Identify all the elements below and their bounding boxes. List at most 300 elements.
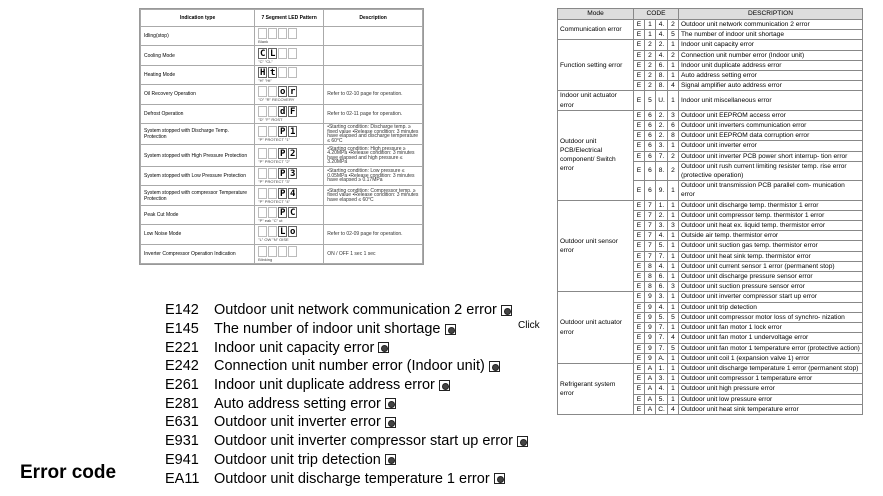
code-char: E (634, 200, 645, 210)
indication-row (141, 145, 423, 166)
code-char: E (634, 30, 645, 40)
code-char: 6 (645, 181, 656, 200)
camera-icon[interactable] (385, 398, 396, 409)
code-table-row (558, 20, 863, 30)
header-description: DESCRIPTION (679, 9, 863, 20)
camera-icon[interactable] (385, 417, 396, 428)
indication-type: Low Noise Mode (141, 225, 255, 244)
code-char: 4. (656, 261, 668, 271)
code-char: 7. (656, 151, 668, 161)
code-description: Outdoor unit fan motor 1 undervoltage error (679, 333, 863, 343)
code-char: 1 (645, 30, 656, 40)
indication-type: Defrost Operation (141, 104, 255, 123)
code-char: 4 (668, 81, 679, 91)
code-char: 4. (656, 30, 668, 40)
led-pattern (255, 27, 324, 46)
code-char: E (634, 131, 645, 141)
code-description: Outdoor unit low pressure error (679, 394, 863, 404)
led-digit: H (259, 68, 266, 79)
code-char: 1 (668, 261, 679, 271)
header-led-pattern: 7 Segment LED Pattern (255, 10, 324, 27)
code-char: 2 (668, 161, 679, 180)
code-char: 6 (668, 121, 679, 131)
code-char: 2 (668, 151, 679, 161)
code-char: E (634, 210, 645, 220)
led-pattern (255, 186, 324, 205)
led-pattern (255, 225, 324, 244)
indication-row (141, 27, 423, 46)
code-char: 2 (645, 50, 656, 60)
indication-header (141, 10, 423, 27)
code-char: 8 (645, 272, 656, 282)
code-description: Outdoor unit rush current limiting resister temp. rise error (protective operation) (679, 161, 863, 180)
code-char: 7. (656, 333, 668, 343)
led-pattern (255, 104, 324, 123)
code-char: 1 (668, 374, 679, 384)
camera-icon[interactable] (378, 342, 389, 353)
mode-cell: Outdoor unit PCB/Electrical component/ Switch error (558, 110, 634, 200)
code-char: E (634, 40, 645, 50)
led-digit (258, 246, 267, 257)
code-char: 5 (668, 312, 679, 322)
led-digit (258, 207, 267, 218)
code-char: E (634, 221, 645, 231)
led-pattern-label: "P" eak "C" ut (258, 217, 283, 223)
code-char: U. (656, 91, 668, 110)
code-description: Outdoor unit suction pressure sensor error (679, 282, 863, 292)
code-description: Outdoor unit discharge pressure sensor error (679, 272, 863, 282)
code-table-row (558, 40, 863, 50)
led-digit: P (279, 127, 286, 138)
code-description: Outdoor unit suction gas temp. thermistor error (679, 241, 863, 251)
code-char: 2 (645, 40, 656, 50)
code-char: E (634, 363, 645, 373)
code-char: 8 (668, 131, 679, 141)
code-char: 5. (656, 241, 668, 251)
code-description: Outdoor unit discharge temp. thermistor 1 error (679, 200, 863, 210)
code-char: 3. (656, 292, 668, 302)
led-digit: o (279, 87, 286, 98)
code-char: E (634, 141, 645, 151)
led-pattern-label: "P" PROTECT "1" (258, 137, 290, 143)
led-pattern (255, 145, 324, 166)
indication-description (324, 205, 423, 224)
led-pattern-label: "D" "F" ROST (258, 116, 283, 122)
code-char: 6 (645, 121, 656, 131)
code-char: 9 (645, 323, 656, 333)
code-char: 1. (656, 363, 668, 373)
indication-row (141, 186, 423, 205)
code-table-header (558, 9, 863, 20)
led-pattern (255, 46, 324, 65)
code-char: 2 (668, 50, 679, 60)
error-text: Outdoor unit network communication 2 error (214, 302, 497, 319)
code-description: Signal amplifier auto address error (679, 81, 863, 91)
indication-description: •Starting condition: High pressure ≥ 4.20MPa •Release condition: 3 minutes have elapsed and high pressure ≤ 3.20MPa (324, 145, 423, 166)
indication-row (141, 65, 423, 84)
led-digit (268, 207, 277, 218)
indication-description (324, 27, 423, 46)
code-char: 8. (656, 81, 668, 91)
code-char: 2 (645, 81, 656, 91)
code-char: 1 (668, 394, 679, 404)
error-code: EA11 (165, 470, 200, 487)
led-digit (268, 126, 277, 137)
code-char: A (645, 404, 656, 414)
indication-description: Refer to 02-11 page for operation. (324, 104, 423, 123)
code-char: A (645, 394, 656, 404)
camera-icon[interactable] (489, 361, 500, 372)
code-char: 6 (645, 161, 656, 180)
code-char: 8 (645, 261, 656, 271)
camera-icon[interactable] (445, 324, 456, 335)
mode-cell: Outdoor unit actuator error (558, 292, 634, 363)
led-digit: P (279, 207, 286, 218)
code-char: 9 (645, 302, 656, 312)
code-char: 5 (668, 343, 679, 353)
led-digit (258, 126, 267, 137)
led-pattern (255, 205, 324, 224)
error-code: E941 (165, 451, 199, 468)
code-char: E (634, 20, 645, 30)
camera-icon[interactable] (517, 436, 528, 447)
header-indication-type: Indication type (141, 10, 255, 27)
indication-type: System stopped with High Pressure Protection (141, 145, 255, 166)
code-description: Indoor unit capacity error (679, 40, 863, 50)
code-char: 4. (656, 302, 668, 312)
code-description: Outdoor unit discharge temperature 1 error (permanent stop) (679, 363, 863, 373)
led-digit (268, 168, 277, 179)
mode-cell: Function setting error (558, 40, 634, 91)
code-description: Outdoor unit inverters communication error (679, 121, 863, 131)
indication-row (141, 124, 423, 145)
code-description: Outdoor unit compressor motor loss of synchro- nization (679, 312, 863, 322)
click-hint: Click (518, 320, 540, 331)
code-char: E (634, 394, 645, 404)
mode-cell: Outdoor unit sensor error (558, 200, 634, 292)
led-pattern-label: "O" "R" RECOVERY (258, 97, 295, 103)
code-char: 9. (656, 181, 668, 200)
code-description: Outdoor unit compressor 1 temperature error (679, 374, 863, 384)
code-description: Outdoor unit transmission PCB parallel com- munication error (679, 181, 863, 200)
code-char: E (634, 302, 645, 312)
led-digit: d (279, 106, 286, 117)
led-digit: P (279, 188, 286, 199)
code-char: 5 (645, 91, 656, 110)
error-code-item (165, 432, 528, 451)
indication-description (324, 65, 423, 84)
error-text: The number of indoor unit shortage (214, 321, 441, 338)
led-digit: L (279, 227, 286, 238)
mode-cell: Communication error (558, 20, 634, 40)
header-code: CODE (634, 9, 679, 20)
camera-icon[interactable] (439, 380, 450, 391)
code-char: E (634, 282, 645, 292)
code-char: 2. (656, 121, 668, 131)
error-text: Outdoor unit inverter error (214, 414, 381, 431)
led-pattern-label: Blinking (258, 256, 273, 262)
code-char: E (634, 231, 645, 241)
code-char: 2. (656, 131, 668, 141)
code-char: 2 (668, 20, 679, 30)
code-char: 9 (645, 292, 656, 302)
led-digit (258, 148, 267, 159)
code-char: 1 (668, 91, 679, 110)
error-code: E142 (165, 302, 199, 319)
error-text: Indoor unit capacity error (214, 339, 375, 356)
code-char: 5. (656, 312, 668, 322)
camera-icon[interactable] (494, 473, 505, 484)
code-char: E (634, 272, 645, 282)
code-char: E (634, 91, 645, 110)
led-digit: o (289, 227, 296, 238)
error-code-item (165, 413, 528, 432)
led-pattern (255, 244, 324, 263)
code-char: E (634, 312, 645, 322)
led-digit (268, 226, 277, 237)
code-description: Indoor unit duplicate address error (679, 60, 863, 70)
code-char: A (645, 374, 656, 384)
led-pattern-label: "L" OW "N" OISE (258, 237, 289, 243)
code-char: 1 (668, 323, 679, 333)
code-char: 4. (656, 20, 668, 30)
code-description: Outside air temp. thermistor error (679, 231, 863, 241)
error-code-item (165, 338, 528, 357)
led-digit (278, 28, 287, 39)
code-char: C. (656, 404, 668, 414)
led-digit (258, 168, 267, 179)
indication-row (141, 166, 423, 185)
code-char: 1 (668, 210, 679, 220)
code-char: 3 (668, 110, 679, 120)
indication-description: •Starting condition: Compressor temp. ≥ fixed value •Release condition: 3 minutes have elapsed ≤ 60°C (324, 186, 423, 205)
indication-description: •Starting condition: Discharge temp. ≥ fixed value •Release condition: 3 minutes have elapsed and discharge temperature ≤ 60°C (324, 124, 423, 145)
led-digit (278, 67, 287, 78)
error-code-table (557, 8, 863, 415)
code-description: Outdoor unit heat ex. liquid temp. thermistor error (679, 221, 863, 231)
led-digit: P (279, 169, 286, 180)
error-code-heading: Error code (20, 462, 117, 483)
error-code-item (165, 451, 528, 470)
code-char: 7 (645, 200, 656, 210)
error-code-item (165, 376, 528, 395)
indication-type: System stopped with Low Pressure Protection (141, 166, 255, 185)
code-description: Outdoor unit current sensor 1 error (permanent stop) (679, 261, 863, 271)
code-description: The number of indoor unit shortage (679, 30, 863, 40)
code-table-row (558, 200, 863, 210)
code-char: 1 (668, 141, 679, 151)
led-digit: 3 (289, 169, 296, 180)
indication-type: Heating Mode (141, 65, 255, 84)
code-description: Outdoor unit EEPROM access error (679, 110, 863, 120)
code-char: E (634, 333, 645, 343)
code-char: 7. (656, 251, 668, 261)
code-description: Outdoor unit inverter compressor start up error (679, 292, 863, 302)
code-table-row (558, 292, 863, 302)
indication-description: ON / OFF 1 sec 1 sec (324, 244, 423, 263)
led-pattern (255, 166, 324, 185)
indication-type: Peak Cut Mode (141, 205, 255, 224)
led-digit: 2 (289, 148, 296, 159)
led-digit (288, 28, 297, 39)
led-digit: 1 (289, 127, 296, 138)
led-digit (268, 246, 277, 257)
code-char: E (634, 121, 645, 131)
led-pattern-label: "C" "CL" (258, 58, 273, 64)
mode-cell: Indoor unit actuator error (558, 91, 634, 110)
code-description: Outdoor unit compressor temp. thermistor 1 error (679, 210, 863, 220)
led-digit: C (289, 207, 296, 218)
code-char: E (634, 181, 645, 200)
code-char: 2. (656, 210, 668, 220)
code-char: 2 (645, 71, 656, 81)
code-char: 3 (668, 221, 679, 231)
code-char: 8. (656, 71, 668, 81)
indication-type: Cooling Mode (141, 46, 255, 65)
led-pattern-label: "P" PROTECT "3" (258, 179, 290, 185)
error-text: Outdoor unit trip detection (214, 451, 381, 468)
code-description: Connection unit number error (Indoor unit) (679, 50, 863, 60)
indication-type: Inverter Compressor Operation Indication (141, 244, 255, 263)
code-description: Outdoor unit network communication 2 error (679, 20, 863, 30)
led-digit (268, 148, 277, 159)
code-description: Outdoor unit inverter PCB power short interrup- tion error (679, 151, 863, 161)
error-text: Auto address setting error (214, 395, 381, 412)
error-code: E931 (165, 433, 199, 450)
code-char: 1 (668, 231, 679, 241)
code-table-row (558, 110, 863, 120)
indication-type: System stopped with Discharge Temp. Protection (141, 124, 255, 145)
led-pattern-label: "H" "Ht" (258, 78, 272, 84)
error-code: E281 (165, 395, 199, 412)
code-char: 4 (668, 333, 679, 343)
led-pattern-label: "P" PROTECT "4" (258, 198, 290, 204)
code-description: Outdoor unit trip detection (679, 302, 863, 312)
error-code-item (165, 469, 528, 488)
indication-table (139, 8, 424, 265)
code-char: 7 (645, 231, 656, 241)
code-table-row (558, 91, 863, 110)
code-char: E (634, 261, 645, 271)
led-pattern (255, 85, 324, 104)
error-code: E145 (165, 321, 199, 338)
led-digit (258, 226, 267, 237)
code-char: 1 (668, 353, 679, 363)
led-pattern-label: "P" PROTECT "2" (258, 158, 290, 164)
code-char: 6 (645, 151, 656, 161)
code-char: 3. (656, 141, 668, 151)
code-char: 6. (656, 272, 668, 282)
code-char: 1 (668, 363, 679, 373)
led-digit (278, 246, 287, 257)
led-pattern (255, 65, 324, 84)
code-char: 6. (656, 60, 668, 70)
led-digit (268, 86, 277, 97)
code-char: 6 (645, 110, 656, 120)
code-char: 9 (645, 343, 656, 353)
code-char: 6 (645, 141, 656, 151)
code-char: E (634, 241, 645, 251)
error-code: E221 (165, 339, 199, 356)
code-char: 1 (668, 272, 679, 282)
code-char: 1 (668, 200, 679, 210)
code-char: 1 (645, 20, 656, 30)
header-description: Description (324, 10, 423, 27)
led-digit: 4 (289, 188, 296, 199)
code-char: 1. (656, 200, 668, 210)
code-char: E (634, 404, 645, 414)
error-code: E242 (165, 358, 199, 375)
code-char: E (634, 151, 645, 161)
header-mode: Mode (558, 9, 634, 20)
indication-row (141, 205, 423, 224)
code-char: 2. (656, 110, 668, 120)
code-char: E (634, 251, 645, 261)
code-description: Outdoor unit heat sink temp. thermistor error (679, 251, 863, 261)
code-char: E (634, 292, 645, 302)
code-char: E (634, 60, 645, 70)
camera-icon[interactable] (501, 305, 512, 316)
code-char: 2. (656, 40, 668, 50)
led-digit: P (279, 148, 286, 159)
code-description: Auto address setting error (679, 71, 863, 81)
code-char: A. (656, 353, 668, 363)
code-char: E (634, 161, 645, 180)
led-digit: t (269, 68, 276, 79)
code-char: 3. (656, 374, 668, 384)
code-char: 1 (668, 241, 679, 251)
code-char: 1 (668, 60, 679, 70)
led-digit (258, 28, 267, 39)
code-char: E (634, 323, 645, 333)
camera-icon[interactable] (385, 454, 396, 465)
led-digit (268, 28, 277, 39)
code-description: Indoor unit miscellaneous error (679, 91, 863, 110)
code-char: 9 (645, 312, 656, 322)
code-char: 7 (645, 221, 656, 231)
indication-row (141, 46, 423, 65)
code-char: E (634, 71, 645, 81)
led-digit (258, 106, 267, 117)
code-char: 7 (645, 241, 656, 251)
code-description: Outdoor unit EEPROM data corruption error (679, 131, 863, 141)
indication-row (141, 225, 423, 244)
code-description: Outdoor unit fan motor 1 temperature error (protective action) (679, 343, 863, 353)
led-digit: r (289, 87, 296, 98)
code-char: 1 (668, 384, 679, 394)
led-digit (258, 188, 267, 199)
code-char: 1 (668, 251, 679, 261)
code-char: 3 (668, 282, 679, 292)
code-table-row (558, 363, 863, 373)
error-code-item (165, 320, 528, 339)
error-code: E631 (165, 414, 199, 431)
code-char: E (634, 81, 645, 91)
led-digit (288, 246, 297, 257)
code-char: 8 (645, 282, 656, 292)
code-description: Outdoor unit fan motor 1 lock error (679, 323, 863, 333)
led-pattern (255, 124, 324, 145)
error-code-list (165, 301, 528, 488)
code-char: 4 (668, 404, 679, 414)
code-char: 2 (645, 60, 656, 70)
error-text: Outdoor unit inverter compressor start up error (214, 433, 513, 450)
led-digit (288, 48, 297, 59)
error-code-item (165, 301, 528, 320)
led-pattern-label: Blank (258, 39, 269, 45)
code-char: 1 (668, 71, 679, 81)
indication-type: Oil Recovery Operation (141, 85, 255, 104)
